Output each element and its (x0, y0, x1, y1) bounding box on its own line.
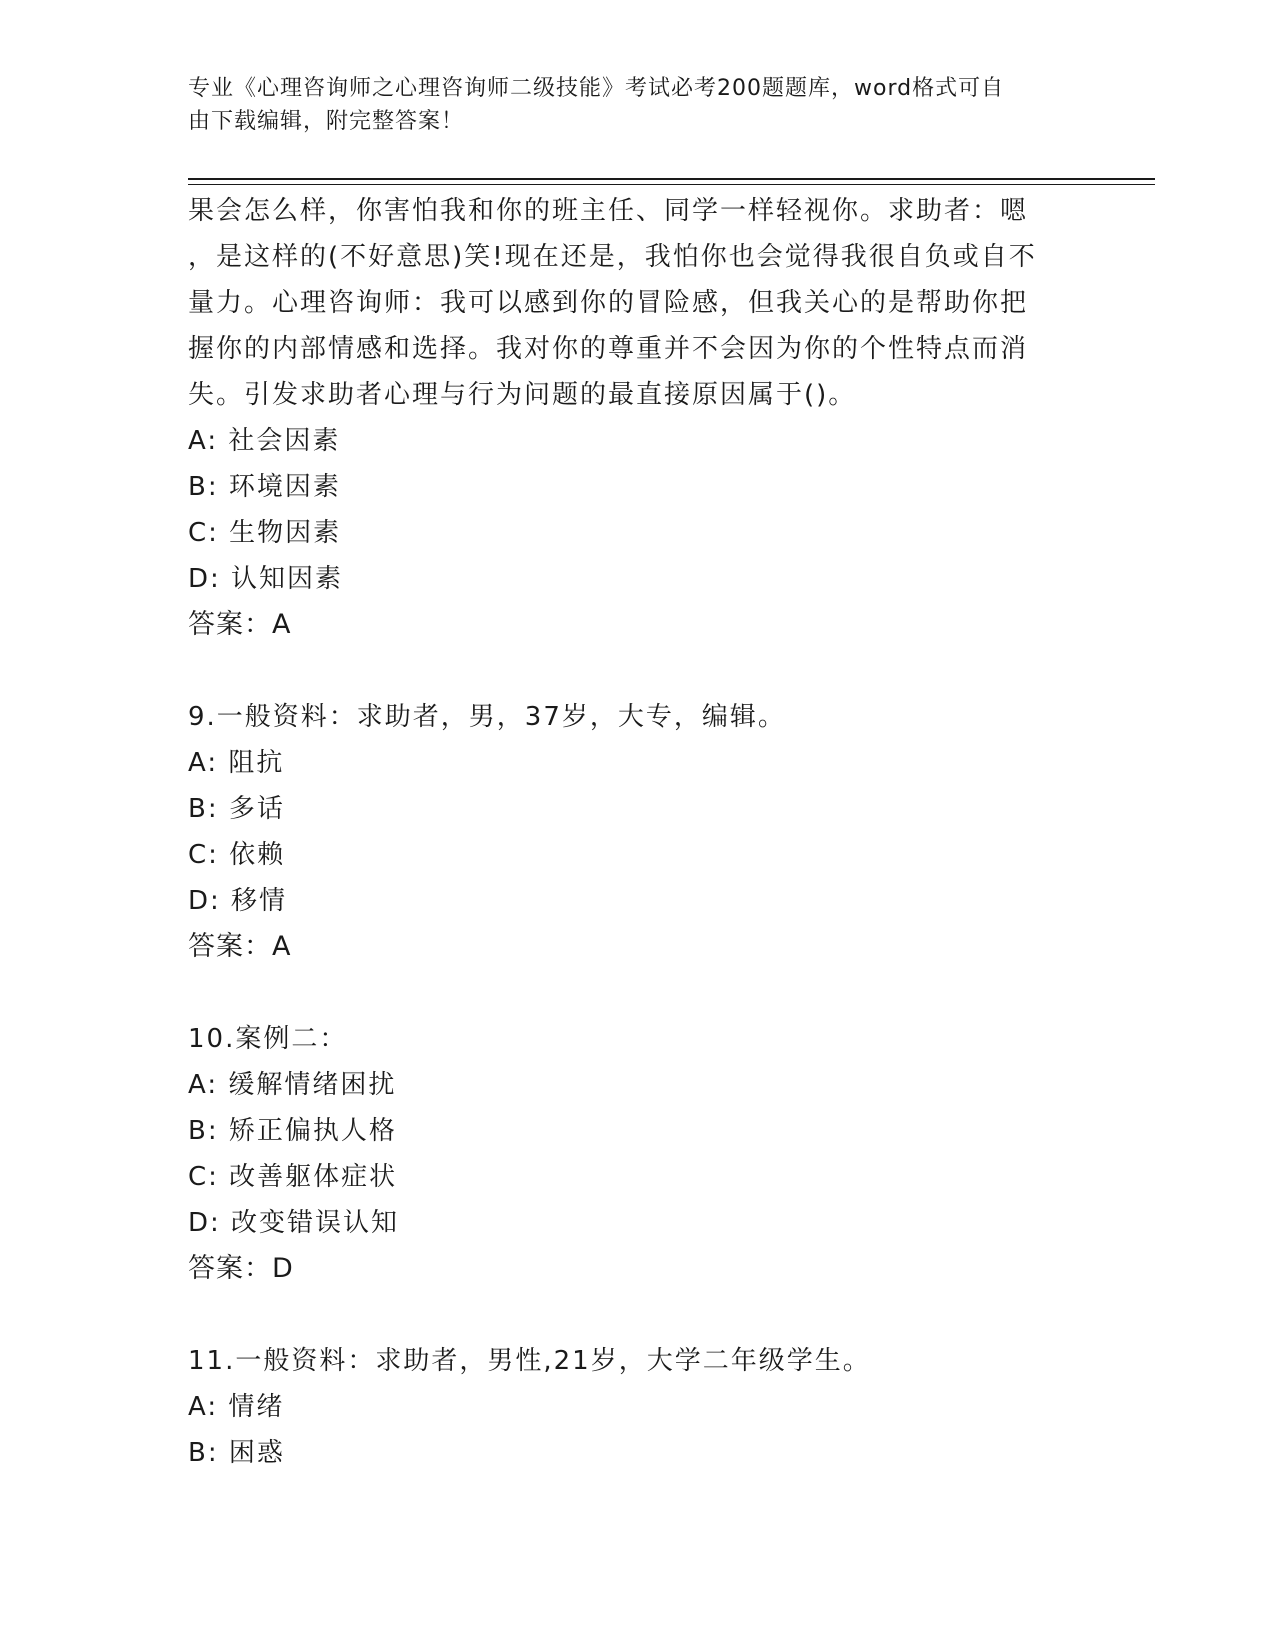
question-10-option-b: B: 矫正偏执人格 (188, 1116, 397, 1146)
question-list (188, 188, 1088, 1476)
question-11-option-a: A: 情绪 (188, 1392, 285, 1422)
question-10-answer: 答案：D (188, 1253, 294, 1284)
document-header (188, 72, 1068, 138)
question-10-option-a: A: 缓解情绪困扰 (188, 1070, 397, 1100)
question-8-line-1: 果会怎么样，你害怕我和你的班主任、同学一样轻视你。求助者：嗯 (188, 196, 1029, 226)
question-9-option-a: A: 阻抗 (188, 748, 285, 778)
spacer (188, 1292, 1088, 1338)
question-8-option-c: C: 生物因素 (188, 518, 342, 548)
question-9-option-d: D: 移情 (188, 886, 288, 916)
question-8-option-b: B: 环境因素 (188, 472, 341, 502)
header-line-1: 专业《心理咨询师之心理咨询师二级技能》考试必考200题题库，word格式可自 (188, 76, 1005, 101)
question-8-option-a: A: 社会因素 (188, 426, 341, 456)
question-8-line-4: 握你的内部情感和选择。我对你的尊重并不会因为你的个性特点而消 (188, 334, 1029, 364)
header-divider-thick (188, 178, 1155, 180)
question-8-line-2: ，是这样的(不好意思)笑!现在还是，我怕你也会觉得我很自负或自不 (188, 242, 1037, 272)
question-8-line-5: 失。引发求助者心理与行为问题的最直接原因属于()。 (188, 380, 857, 410)
spacer (188, 648, 1088, 694)
question-10-stem: 10.案例二： (188, 1024, 348, 1054)
question-8 (188, 188, 1088, 648)
question-9-option-c: C: 依赖 (188, 840, 286, 870)
spacer (188, 970, 1088, 1016)
question-9-answer: 答案：A (188, 931, 292, 962)
question-11-stem: 11.一般资料：求助者，男性,21岁，大学二年级学生。 (188, 1346, 871, 1376)
question-10 (188, 1016, 1088, 1292)
question-11-option-b: B: 困惑 (188, 1438, 285, 1468)
question-8-line-3: 量力。心理咨询师：我可以感到你的冒险感，但我关心的是帮助你把 (188, 288, 1029, 318)
question-9 (188, 694, 1088, 970)
question-9-option-b: B: 多话 (188, 794, 285, 824)
question-9-stem: 9.一般资料：求助者，男，37岁，大专，编辑。 (188, 702, 786, 732)
header-line-2: 由下载编辑，附完整答案！ (188, 109, 465, 134)
question-8-option-d: D: 认知因素 (188, 564, 344, 594)
question-10-option-d: D: 改变错误认知 (188, 1208, 400, 1238)
question-10-option-c: C: 改善躯体症状 (188, 1162, 398, 1192)
header-divider-thin (188, 184, 1155, 185)
question-11 (188, 1338, 1088, 1476)
question-8-answer: 答案：A (188, 609, 292, 640)
